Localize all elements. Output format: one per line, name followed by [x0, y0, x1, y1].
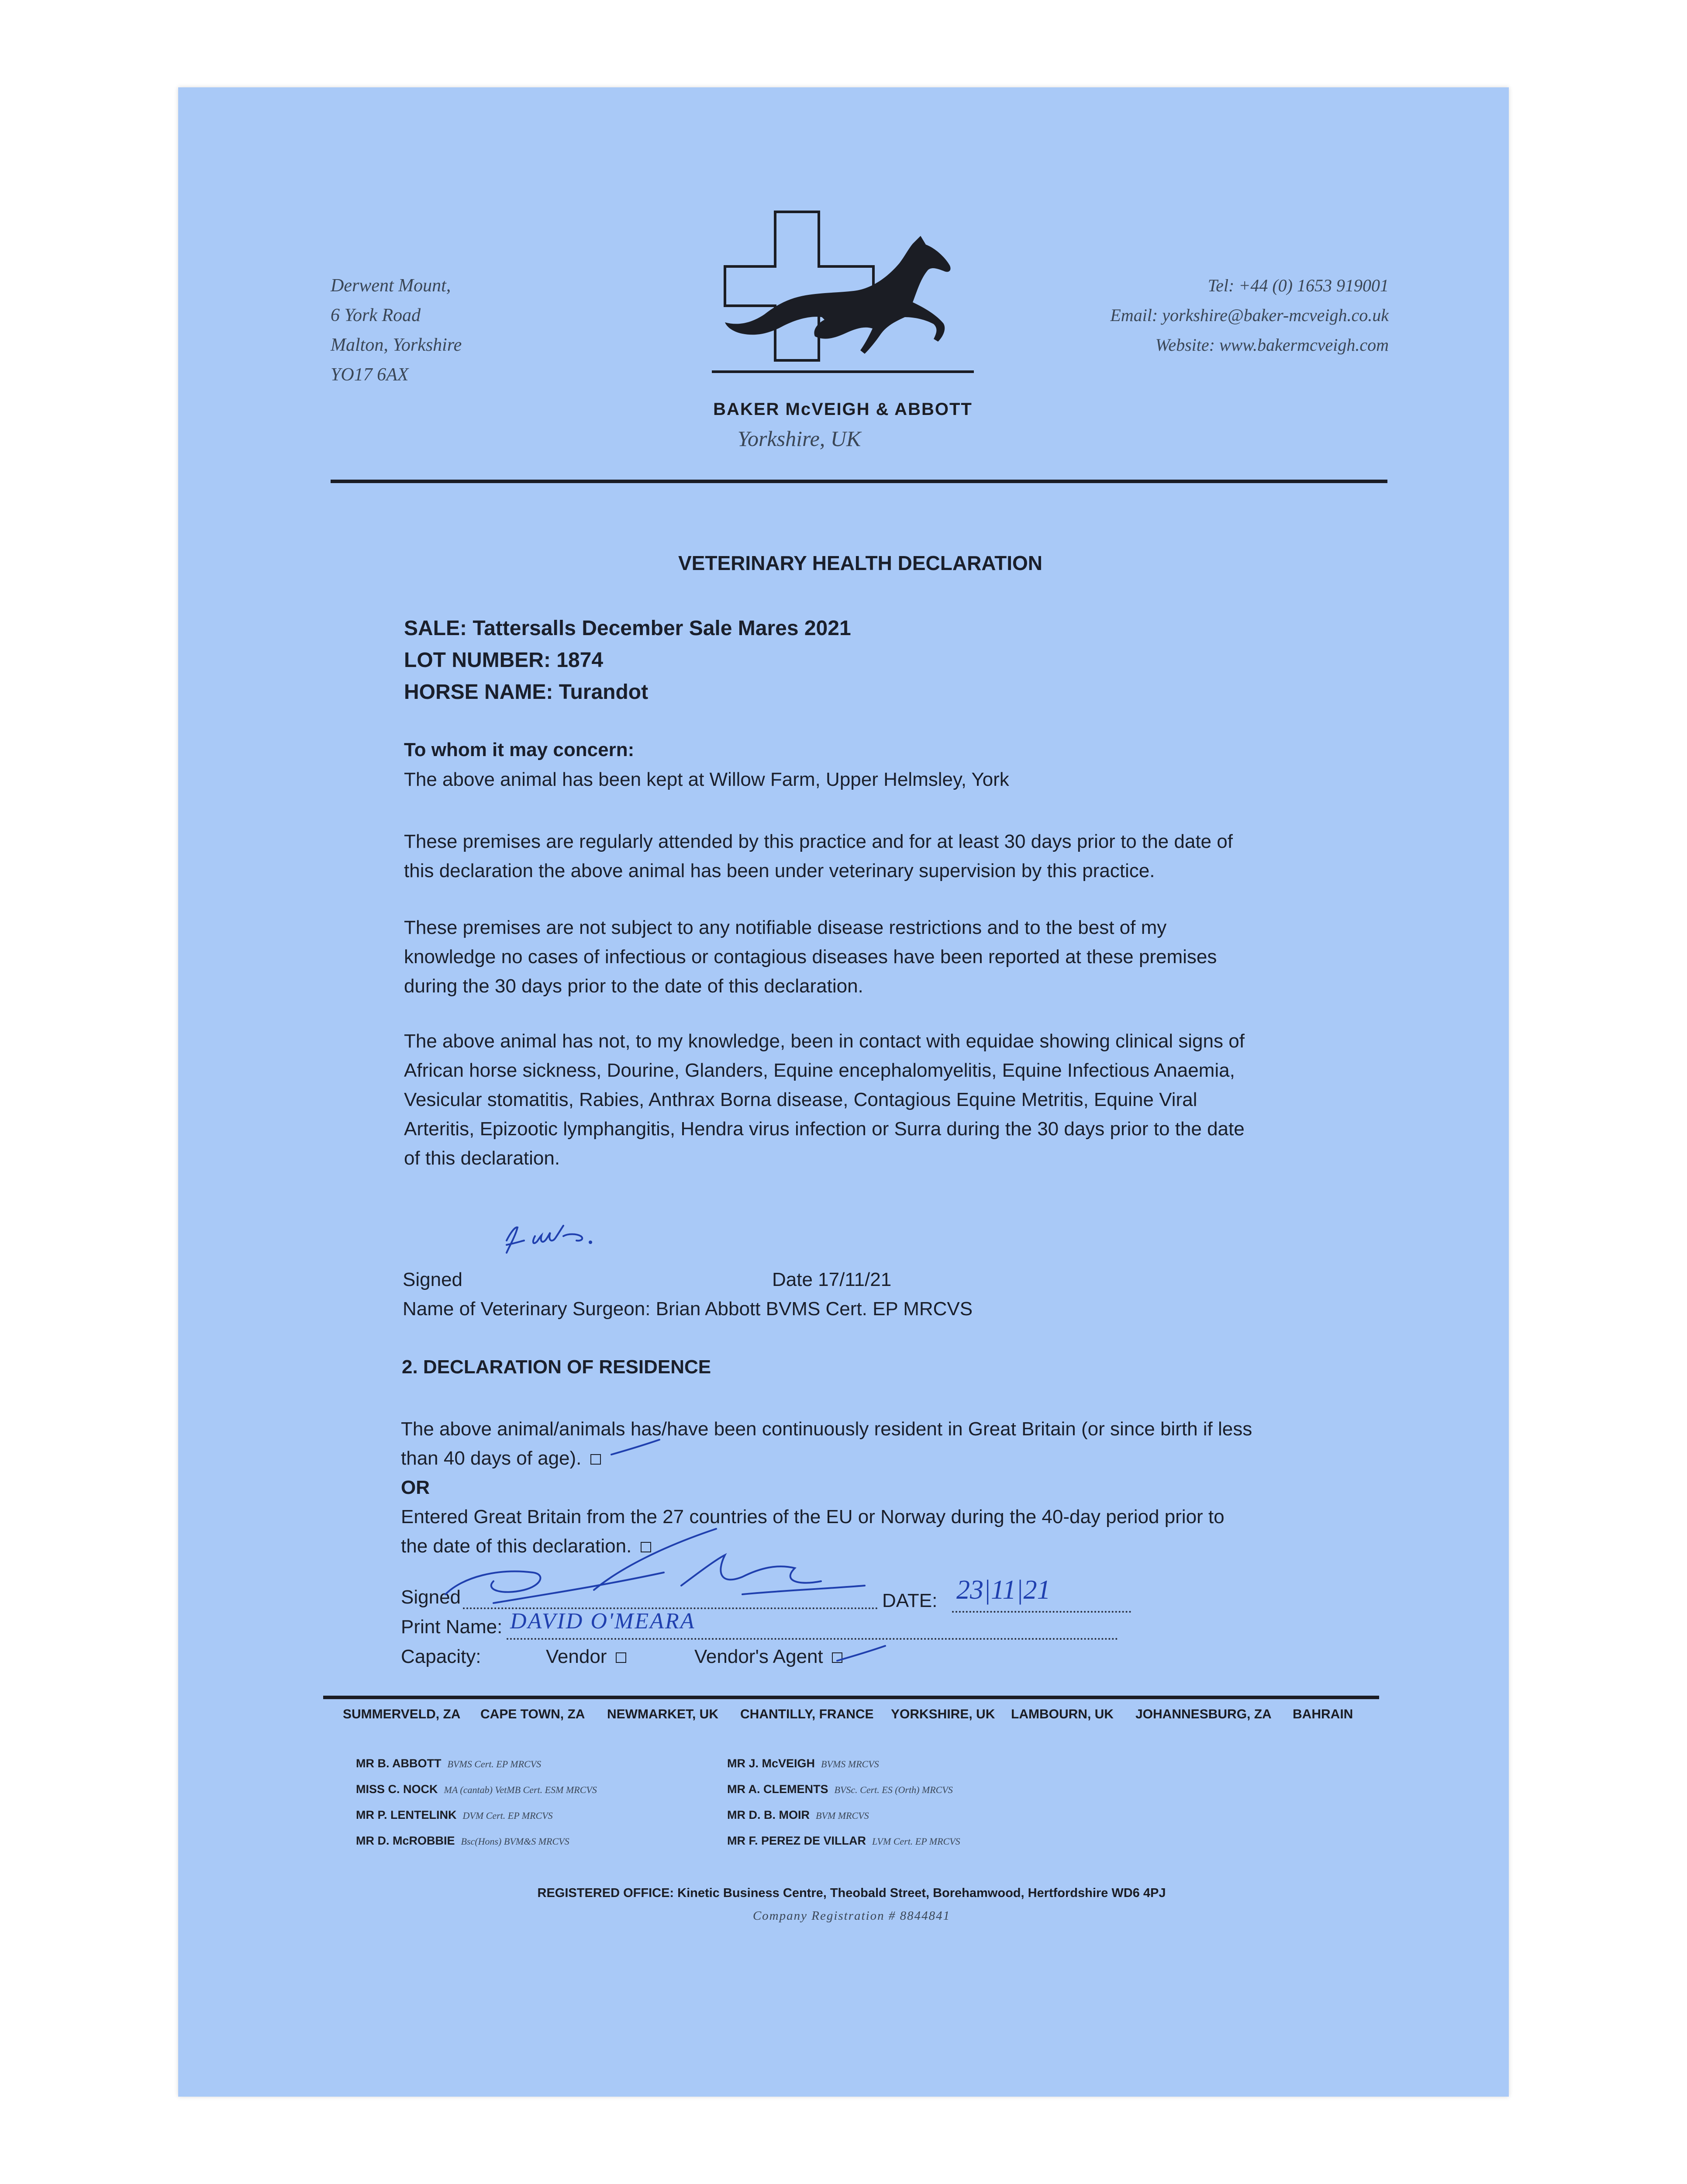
vet-quals: BVMS Cert. EP MRCVS [447, 1759, 542, 1769]
vet-surgeon-name: Name of Veterinary Surgeon: Brian Abbott BVMS Cert. EP MRCVS [403, 1298, 973, 1320]
kept-at-statement: The above animal has been kept at Willow Farm, Upper Helmsley, York [404, 769, 1009, 790]
location-chantilly: CHANTILLY, FRANCE [740, 1707, 874, 1721]
vet-name: MR A. CLEMENTS [727, 1783, 828, 1796]
vet-name: MR J. McVEIGH [727, 1757, 815, 1770]
paragraph-line: African horse sickness, Dourine, Glanders, Equine encephalomyelitis, Equine Infectious Anaemia, [404, 1060, 1235, 1081]
vet-signature [493, 1214, 633, 1262]
vet-entry [727, 1757, 879, 1770]
location-bahrain: BAHRAIN [1293, 1707, 1353, 1721]
vet-entry [356, 1783, 597, 1796]
resident-check-mark [609, 1437, 662, 1459]
vendor-checkbox[interactable] [616, 1652, 626, 1663]
company-logo [707, 205, 978, 389]
paragraph-line: Arteritis, Epizootic lymphangitis, Hendra virus infection or Surra during the 30 days prior to the date [404, 1118, 1245, 1140]
registered-office: REGISTERED OFFICE: Kinetic Business Centre, Theobald Street, Borehamwood, Hertfordshire WD6 4PJ [537, 1886, 1166, 1900]
address-line: Malton, Yorkshire [331, 335, 462, 355]
print-name-dotted-line [507, 1638, 1118, 1640]
declaration-title: VETERINARY HEALTH DECLARATION [678, 552, 1042, 574]
galloping-horse-icon [725, 236, 951, 354]
vet-quals: MA (cantab) VetMB Cert. ESM MRCVS [444, 1784, 597, 1795]
email-address: Email: yorkshire@baker-mcveigh.co.uk [1110, 305, 1389, 325]
print-name-label: Print Name: [401, 1616, 503, 1638]
address-line: Derwent Mount, [331, 276, 451, 296]
paragraph-line: of this declaration. [404, 1147, 560, 1169]
lot-number: LOT NUMBER: 1874 [404, 649, 604, 672]
location-newmarket: NEWMARKET, UK [607, 1707, 718, 1721]
logo-underline [712, 370, 974, 373]
agent-check-mark [835, 1643, 887, 1665]
or-label: OR [401, 1477, 430, 1498]
company-name: BAKER McVEIGH & ABBOTT [713, 400, 973, 419]
vet-quals: LVM Cert. EP MRCVS [872, 1836, 960, 1847]
residence-line: than 40 days of age). [401, 1448, 582, 1469]
agent-label: Vendor's Agent [694, 1646, 823, 1667]
vet-name: MISS C. NOCK [356, 1783, 438, 1796]
letterhead-contact [1031, 271, 1389, 360]
vendor-option [546, 1646, 626, 1668]
date-dotted-line [952, 1611, 1131, 1613]
sale-name: SALE: Tattersalls December Sale Mares 2021 [404, 617, 851, 640]
residence-option-1 [401, 1444, 1252, 1473]
vet-quals: Bsc(Hons) BVM&S MRCVS [461, 1836, 569, 1847]
residence-heading: 2. DECLARATION OF RESIDENCE [402, 1356, 711, 1378]
vet-name: MR D. B. MOIR [727, 1808, 810, 1821]
vet-name: MR F. PEREZ DE VILLAR [727, 1834, 866, 1847]
agent-signature [437, 1520, 891, 1616]
agent-option [694, 1646, 842, 1668]
vet-quals: DVM Cert. EP MRCVS [462, 1810, 553, 1821]
header-divider [331, 480, 1387, 483]
salutation: To whom it may concern: [404, 739, 635, 760]
vet-name: MR B. ABBOTT [356, 1757, 442, 1770]
location-yorkshire: YORKSHIRE, UK [891, 1707, 995, 1721]
footer-divider [323, 1696, 1379, 1699]
vet-entry [727, 1783, 953, 1796]
resident-checkbox[interactable] [590, 1454, 601, 1465]
residence-line: the date of this declaration. [401, 1535, 632, 1557]
letterhead-address [331, 271, 462, 390]
vet-signed-label: Signed [403, 1269, 463, 1290]
supervision-paragraph [404, 827, 1343, 885]
paragraph-line: knowledge no cases of infectious or contagious diseases have been reported at these premises [404, 946, 1217, 968]
paragraph-line: These premises are regularly attended by this practice and for at least 30 days prior to the date of [404, 831, 1233, 852]
address-line: 6 York Road [331, 305, 421, 325]
vet-entry [356, 1808, 553, 1822]
agent-date-label: DATE: [882, 1590, 938, 1611]
vet-quals: BVSc. Cert. ES (Orth) MRCVS [834, 1784, 953, 1795]
vet-entry [727, 1834, 960, 1848]
restrictions-paragraph [404, 913, 1343, 1001]
company-location: Yorkshire, UK [737, 426, 861, 451]
sale-details [404, 612, 851, 708]
location-lambourn: LAMBOURN, UK [1011, 1707, 1114, 1721]
vet-quals: BVM MRCVS [816, 1810, 869, 1821]
diseases-paragraph [404, 1026, 1343, 1173]
address-line: YO17 6AX [331, 365, 409, 385]
agent-signed-label: Signed [401, 1586, 461, 1608]
vet-entry [356, 1834, 569, 1848]
vet-entry [727, 1808, 869, 1822]
vet-name: MR P. LENTELINK [356, 1808, 457, 1821]
print-name-value: DAVID O'MEARA [510, 1609, 696, 1634]
residence-line: Entered Great Britain from the 27 countries of the EU or Norway during the 40-day period prior to [401, 1506, 1225, 1527]
location-johannesburg: JOHANNESBURG, ZA [1135, 1707, 1272, 1721]
vet-entry [356, 1757, 541, 1770]
website-address: Website: www.bakermcveigh.com [1155, 335, 1389, 355]
phone-number: Tel: +44 (0) 1653 919001 [1207, 276, 1389, 295]
horse-name: HORSE NAME: Turandot [404, 681, 649, 704]
location-summerveld: SUMMERVELD, ZA [343, 1707, 461, 1721]
vet-quals: BVMS MRCVS [821, 1759, 879, 1769]
medical-cross-icon [725, 212, 873, 360]
vet-name: MR D. McROBBIE [356, 1834, 455, 1847]
residence-line: The above animal/animals has/have been continuously resident in Great Britain (or since birth if less [401, 1418, 1252, 1440]
location-cape-town: CAPE TOWN, ZA [480, 1707, 585, 1721]
capacity-label: Capacity: [401, 1646, 481, 1667]
paragraph-line: during the 30 days prior to the date of this declaration. [404, 975, 863, 997]
paragraph-line: this declaration the above animal has been under veterinary supervision by this practice. [404, 860, 1155, 881]
paragraph-line: Vesicular stomatitis, Rabies, Anthrax Borna disease, Contagious Equine Metritis, Equine Viral [404, 1089, 1197, 1110]
vendor-label: Vendor [546, 1646, 607, 1667]
paragraph-line: These premises are not subject to any notifiable disease restrictions and to the best of my [404, 917, 1167, 938]
vet-signature-date: Date 17/11/21 [772, 1269, 892, 1290]
agent-date-value: 23|11|21 [956, 1575, 1051, 1605]
company-registration: Company Registration # 8844841 [752, 1909, 951, 1923]
paragraph-line: The above animal has not, to my knowledge, been in contact with equidae showing clinical signs of [404, 1030, 1245, 1052]
